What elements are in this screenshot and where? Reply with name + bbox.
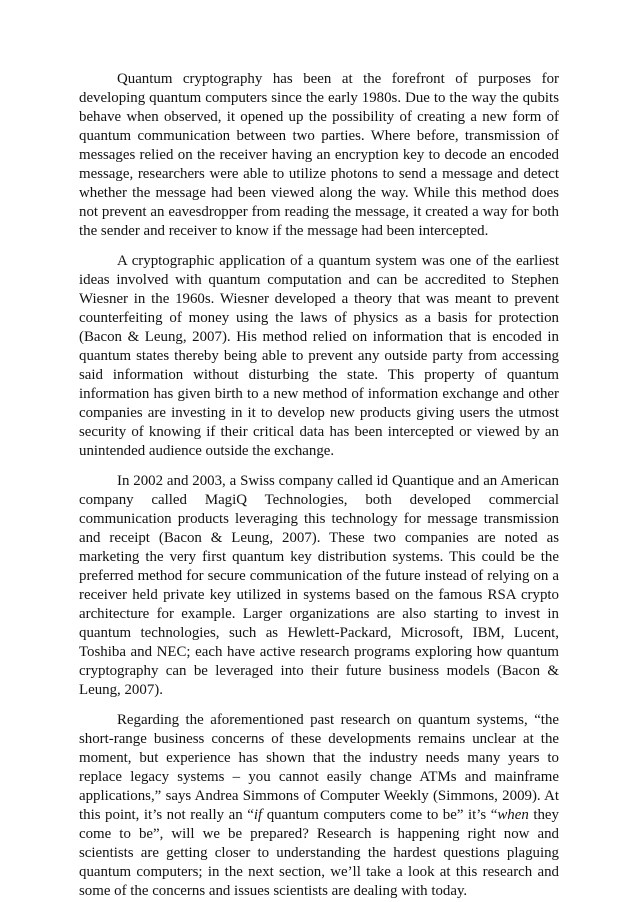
paragraph-wiesner-history bbox=[79, 252, 559, 461]
italic-emphasis-when: when bbox=[497, 807, 529, 823]
paragraph-quantum-cryptography-intro bbox=[79, 70, 559, 241]
paragraph-text: In 2002 and 2003, a Swiss company called id Quantique and an American company called MagiQ Technologies, both developed commercial communication products leveraging this technology for message transmission and receipt (Bacon & Leung, 2007). These two companies are noted as marketing the very first quantum key distribution systems. This could be the preferred method for secure communication of the future instead of relying on a receiver held private key utilized in systems based on the famous RSA crypto architecture for example. Larger organizations are also starting to invest in quantum technologies, such as Hewlett-Packard, Microsoft, IBM, Lucent, Toshiba and NEC; each have active research programs exploring how quantum cryptography can be leveraged into their future business models (Bacon & Leung, 2007). bbox=[79, 473, 559, 698]
paragraph-commercial-products bbox=[79, 472, 559, 700]
paragraph-text: Quantum cryptography has been at the forefront of purposes for developing quantum computers since the early 1980s. Due to the way the qubits behave when observed, it opened up the possibility of creating a new form of quantum communication between two parties. Where before, transmission of messages relied on the receiver having an encryption key to decode an encoded message, researchers were able to utilize photons to send a message and detect whether the message had been viewed along the way. While this method does not prevent an eavesdropper from reading the message, it created a way for both the sender and receiver to know if the message had been intercepted. bbox=[79, 71, 559, 239]
paragraph-text: quantum computers come to be” it’s “ bbox=[262, 807, 498, 823]
paragraph-text: Regarding the aforementioned past research on quantum systems, “the short-range business concerns of these developments remains unclear at the moment, but experience has shown that the industry needs many years to replace legacy systems – you cannot easily change ATMs and mainframe applications,” says Andrea Simmons of Computer Weekly (Simmons, 2009). At this point, it’s not really an “ bbox=[79, 712, 559, 823]
paragraph-text: A cryptographic application of a quantum system was one of the earliest ideas involved with quantum computation and can be accredited to Stephen Wiesner in the 1960s. Wiesner developed a theory that was meant to prevent counterfeiting of money using the laws of physics as a basis for protection (Bacon & Leung, 2007). His method relied on information that is encoded in quantum states thereby being able to prevent any outside party from accessing said information without disturbing the state. This property of quantum information has given birth to a new method of information exchange and other companies are investing in it to develop new products giving users the utmost security of knowing if their critical data has been intercepted or viewed by an unintended audience outside the exchange. bbox=[79, 253, 559, 459]
paragraph-text: they come to be”, will we be prepared? Research is happening right now and scientists are getting closer to understanding the hardest questions plaguing quantum computers; in the next section, we’ll take a look at this research and some of the concerns and issues scientists are dealing with today. bbox=[79, 807, 559, 899]
italic-emphasis-if: if bbox=[253, 807, 263, 823]
paragraph-research-outlook bbox=[79, 711, 559, 901]
